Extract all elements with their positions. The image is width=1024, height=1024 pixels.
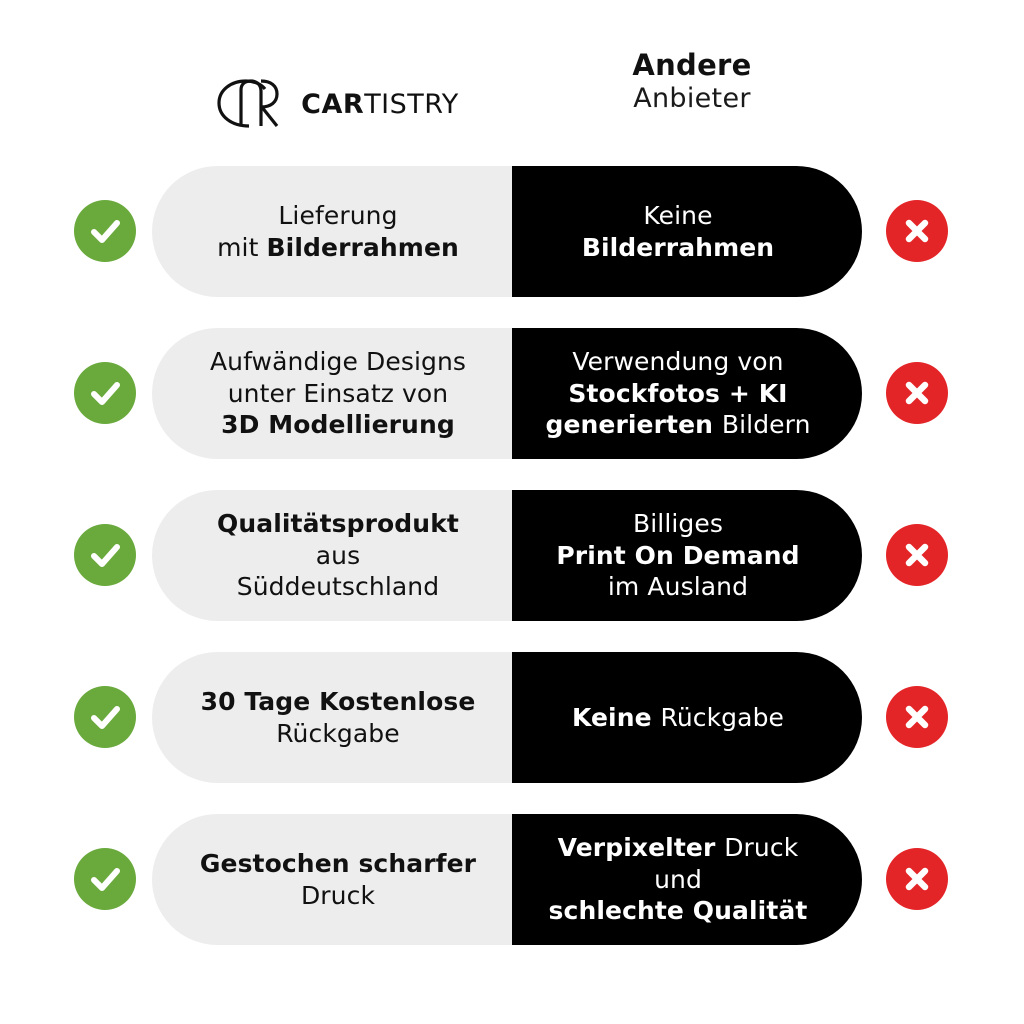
cartistry-feature-pill — [152, 166, 512, 297]
cartistry-feature-pill — [152, 490, 512, 621]
cross-circle-icon — [886, 524, 948, 586]
left-text — [217, 508, 459, 603]
comparison-row — [0, 814, 1024, 945]
right-text-part: Keine — [571, 702, 661, 732]
left-text — [200, 848, 476, 911]
left-text — [210, 346, 466, 441]
right-line — [582, 232, 774, 264]
right-line — [572, 702, 784, 734]
right-line — [549, 864, 808, 896]
left-text-part: Rückgabe — [276, 718, 400, 748]
right-text-part: Verwendung von — [572, 347, 784, 377]
right-text-part: Rückgabe — [660, 702, 785, 732]
left-line — [210, 346, 466, 378]
brand-wordmark — [301, 89, 459, 120]
right-text — [582, 200, 774, 263]
left-text — [217, 200, 459, 263]
left-line — [217, 571, 459, 603]
comparison-rows — [0, 166, 1024, 945]
left-text-part: 30 Tage Kostenlose — [200, 687, 476, 716]
left-text-part: Gestochen scharfer — [199, 849, 477, 878]
right-text-part: im Ausland — [607, 572, 749, 602]
check-circle-icon — [74, 362, 136, 424]
right-text-part: generierten — [545, 410, 722, 440]
left-text-part: Qualitätsprodukt — [217, 509, 459, 539]
right-text-part: Verpixelter — [557, 833, 725, 863]
left-line — [200, 848, 476, 880]
right-line — [556, 508, 799, 540]
left-text-part: Süddeutschland — [236, 572, 440, 602]
other-provider-pill — [512, 814, 862, 945]
check-circle-icon — [74, 686, 136, 748]
right-text-part: Bilderrahmen — [581, 232, 775, 262]
other-providers-heading — [512, 48, 872, 116]
left-line — [217, 540, 459, 572]
other-heading-line1: Andere — [632, 48, 752, 82]
other-provider-pill — [512, 490, 862, 621]
other-heading-line2: Anbieter — [633, 83, 751, 115]
left-text-part: unter Einsatz von — [227, 378, 449, 408]
left-line — [217, 200, 459, 232]
right-text-part: schlechte Qualität — [548, 896, 808, 926]
cartistry-feature-pill — [152, 814, 512, 945]
header — [0, 34, 1024, 134]
left-text-part: Druck — [300, 880, 376, 910]
check-circle-icon — [74, 848, 136, 910]
right-text — [572, 702, 784, 734]
comparison-row — [0, 490, 1024, 621]
cartistry-monogram-icon — [211, 76, 291, 132]
check-circle-icon — [74, 200, 136, 262]
right-text-part: Print On Demand — [556, 540, 800, 570]
right-text-part: und — [654, 864, 702, 894]
left-line — [210, 378, 466, 410]
right-text — [556, 508, 799, 603]
left-line — [201, 686, 476, 718]
right-text — [545, 346, 810, 441]
left-line — [217, 232, 459, 264]
right-text-part: Bildern — [721, 410, 811, 440]
left-text-part: Bilderrahmen — [266, 232, 459, 262]
cross-circle-icon — [886, 362, 948, 424]
cross-circle-icon — [886, 200, 948, 262]
left-text-part: 3D Modellierung — [221, 410, 455, 440]
left-line — [200, 880, 476, 912]
comparison-row — [0, 652, 1024, 783]
cross-circle-icon — [886, 686, 948, 748]
right-line — [545, 346, 810, 378]
left-line — [217, 508, 459, 540]
right-line — [556, 571, 799, 603]
left-text-part: mit — [217, 232, 267, 262]
right-line — [556, 540, 799, 572]
left-line — [201, 718, 476, 750]
left-text — [201, 686, 476, 749]
right-line — [549, 895, 808, 927]
right-line — [545, 409, 810, 441]
right-text — [549, 832, 808, 927]
other-provider-pill — [512, 166, 862, 297]
right-line — [582, 200, 774, 232]
other-provider-pill — [512, 328, 862, 459]
check-circle-icon — [74, 524, 136, 586]
brand-logo — [155, 76, 515, 132]
left-text-part: Aufwändige Designs — [209, 347, 467, 377]
right-line — [545, 378, 810, 410]
cartistry-feature-pill — [152, 652, 512, 783]
left-line — [210, 409, 466, 441]
other-provider-pill — [512, 652, 862, 783]
comparison-row — [0, 166, 1024, 297]
right-text-part: Billiges — [632, 509, 723, 539]
right-text-part: Keine — [643, 201, 713, 230]
right-text-part: Druck — [724, 833, 799, 863]
left-text-part: aus — [315, 540, 361, 570]
right-text-part: Stockfotos + KI — [568, 378, 788, 408]
brand-name-light: TISTRY — [364, 88, 459, 120]
comparison-row — [0, 328, 1024, 459]
right-line — [549, 832, 808, 864]
cartistry-feature-pill — [152, 328, 512, 459]
brand-name-bold: CAR — [301, 88, 365, 120]
left-text-part: Lieferung — [278, 201, 398, 230]
cross-circle-icon — [886, 848, 948, 910]
